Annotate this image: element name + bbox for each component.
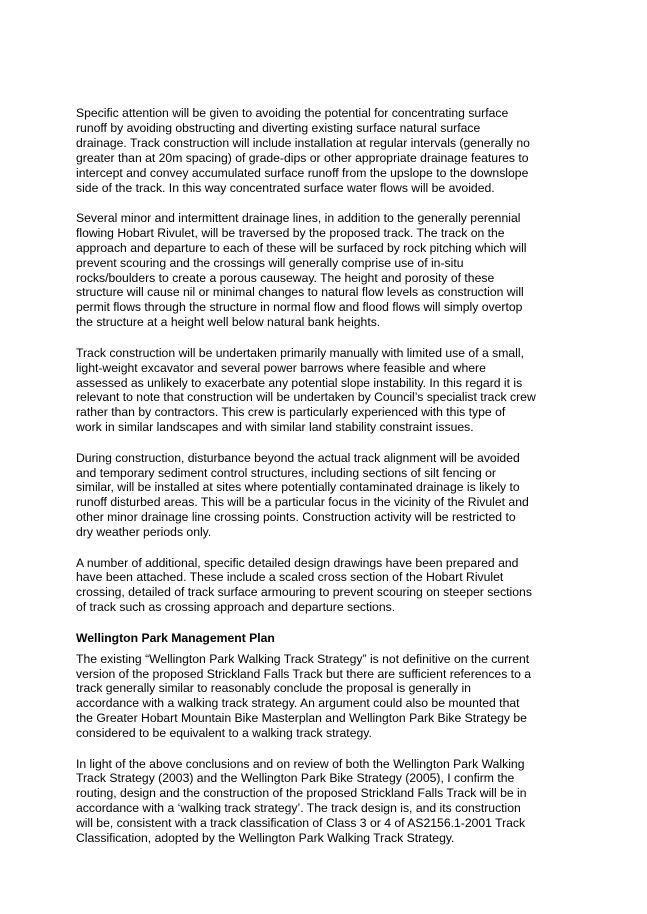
- text-line: dry weather periods only.: [76, 525, 212, 540]
- text-line: track generally similar to reasonably conclude the proposal is generally in: [76, 681, 471, 696]
- body-section-management-plan: [76, 652, 576, 846]
- text-line: Track construction will be undertaken primarily manually with limited use of a small,: [76, 345, 524, 360]
- text-line: A number of additional, specific detailed design drawings have been prepared and: [76, 555, 519, 570]
- text-line: During construction, disturbance beyond the actual track alignment will be avoided: [76, 450, 520, 465]
- text-line: will be, consistent with a track classification of Class 3 or 4 of AS2156.1-2001 Track: [76, 816, 526, 831]
- text-line: In light of the above conclusions and on review of both the Wellington Park Walking: [76, 756, 525, 771]
- text-line: version of the proposed Strickland Falls Track but there are sufficient references to a: [76, 666, 532, 681]
- text-line: prevent scouring and the crossings will generally comprise use of in-situ: [76, 255, 464, 270]
- text-line: light-weight excavator and several power barrows where feasible and where: [76, 360, 486, 375]
- text-line: permit flows through the structure in normal flow and flood flows will simply overtop: [76, 300, 523, 315]
- text-line: structure will cause nil or minimal changes to natural flow levels as construction will: [76, 285, 524, 300]
- text-line: runoff by avoiding obstructing and diverting existing surface natural surface: [76, 120, 481, 135]
- text-line: similar, will be installed at sites where potentially contaminated drainage is likely to: [76, 480, 520, 495]
- text-line: rather than by contractors. This crew is particularly experienced with this type of: [76, 405, 506, 420]
- paragraph: [76, 346, 576, 435]
- text-line: accordance with a ‘walking track strategy’. The track design is, and its construction: [76, 801, 521, 816]
- text-line: other minor drainage line crossing points. Construction activity will be restricted to: [76, 510, 516, 525]
- text-line: rocks/boulders to create a porous causeway. The height and porosity of these: [76, 270, 495, 285]
- document-page: [76, 106, 576, 861]
- text-line: of track such as crossing approach and departure sections.: [76, 600, 396, 615]
- paragraph: [76, 556, 576, 616]
- paragraph: [76, 451, 576, 540]
- text-line: the Greater Hobart Mountain Bike Masterplan and Wellington Park Bike Strategy be: [76, 711, 527, 726]
- text-line: approach and departure to each of these will be surfaced by rock pitching which will: [76, 240, 527, 255]
- paragraph: [76, 652, 576, 741]
- body-section-drainage: [76, 106, 576, 615]
- text-line: have been attached. These include a scaled cross section of the Hobart Rivulet: [76, 570, 504, 585]
- text-line: considered to be equivalent to a walking track strategy.: [76, 726, 372, 741]
- text-line: intercept and convey accumulated surface runoff from the upslope to the downslope: [76, 165, 529, 180]
- text-line: crossing, detailed of track surface armouring to prevent scouring on steeper sections: [76, 585, 532, 600]
- text-line: Track Strategy (2003) and the Wellington Park Bike Strategy (2005), I confirm the: [76, 771, 515, 786]
- text-line: drainage. Track construction will include installation at regular intervals (generally no: [76, 135, 530, 150]
- text-line: accordance with a walking track strategy. An argument could also be mounted that: [76, 696, 520, 711]
- text-line: work in similar landscapes and with similar land stability constraint issues.: [76, 420, 474, 435]
- text-line: routing, design and the construction of the proposed Strickland Falls Track will be in: [76, 786, 527, 801]
- text-line: The existing “Wellington Park Walking Track Strategy” is not definitive on the current: [76, 651, 530, 666]
- text-line: relevant to note that construction will be undertaken by Council’s specialist track crew: [76, 390, 536, 405]
- text-line: runoff disturbed areas. This will be a particular focus in the vicinity of the Rivulet and: [76, 495, 529, 510]
- text-line: assessed as unlikely to exacerbate any potential slope instability. In this regard it is: [76, 375, 523, 390]
- text-line: side of the track. In this way concentrated surface water flows will be avoided.: [76, 180, 495, 195]
- text-line: Specific attention will be given to avoiding the potential for concentrating surface: [76, 106, 509, 120]
- text-line: the structure at a height well below natural bank heights.: [76, 315, 381, 330]
- paragraph: [76, 211, 576, 330]
- text-line: greater than at 20m spacing) of grade-dips or other appropriate drainage features to: [76, 150, 529, 165]
- section-heading: Wellington Park Management Plan: [76, 630, 275, 645]
- text-line: Several minor and intermittent drainage lines, in addition to the generally perennial: [76, 210, 521, 225]
- paragraph: [76, 757, 576, 846]
- text-line: Classification, adopted by the Wellington Park Walking Track Strategy.: [76, 831, 455, 846]
- text-line: flowing Hobart Rivulet, will be traversed by the proposed track. The track on the: [76, 225, 505, 240]
- paragraph: [76, 106, 576, 195]
- text-line: and temporary sediment control structures, including sections of silt fencing or: [76, 465, 496, 480]
